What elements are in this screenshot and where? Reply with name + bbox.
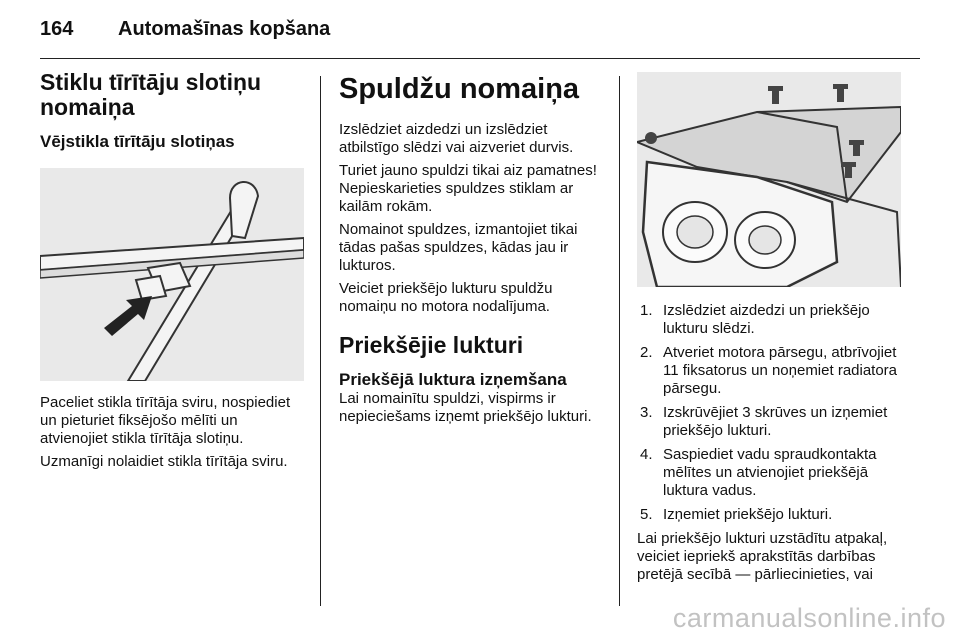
heading-line-2: nomaiņa — [40, 94, 135, 120]
column-2 — [339, 70, 604, 431]
column-1 — [40, 70, 305, 476]
page-title: Automašīnas kopšana — [118, 18, 331, 40]
column-3 — [637, 70, 905, 589]
step-item: 1. Izslēdziet aizdedzi un priekšējo lukturu slēdzi. — [640, 302, 870, 337]
watermark: carmanualsonline.info — [672, 603, 946, 633]
paragraph-same-bulbs: Nomainot spuldzes, izmantojiet tikai tādas pašas spuldzes, kādas jau ir lukturos. — [339, 221, 578, 274]
subheading-headlights: Priekšējie lukturi — [339, 332, 524, 358]
paragraph-lower-arm: Uzmanīgi nolaidiet stikla tīrītāja sviru. — [40, 453, 288, 470]
wiper-blade-illustration — [40, 168, 304, 381]
step-item: 5. Izņemiet priekšējo lukturi. — [640, 506, 833, 523]
paragraph-lift-arm: Paceliet stikla tīrītāja sviru, nospiediet un pieturiet fiksējošo mēlīti un atvienojiet stikla tīrītāja slotiņu. — [40, 394, 291, 447]
subheading-headlight-removal: Priekšējā luktura izņemšana — [339, 370, 567, 389]
headlight-illustration — [637, 72, 901, 287]
section-heading-bulbs: Spuldžu nomaiņa — [339, 73, 580, 105]
subheading-windscreen-wipers: Vējstikla tīrītāju slotiņas — [40, 132, 235, 151]
heading-line-1: Stiklu tīrītāju slotiņu — [40, 69, 262, 95]
step-item: 2. Atveriet motora pārsegu, atbrīvojiet 11 fiksatorus un noņemiet radiatora pārsegu. — [640, 344, 898, 397]
paragraph-hold-bulb: Turiet jauno spuldzi tikai aiz pamatnes! Nepieskarieties spuldzes stiklam ar kailām rokām. — [339, 162, 597, 215]
column-divider-2 — [619, 76, 620, 606]
paragraph-remove-headlight: Lai nomainītu spuldzi, vispirms ir nepieciešams izņemt priekšējo lukturi. — [339, 390, 592, 425]
header-divider — [40, 58, 920, 59]
paragraph-ignition-off: Izslēdziet aizdedzi un izslēdziet atbilstīgo slēdzi vai aizveriet durvis. — [339, 121, 574, 156]
section-heading-wiper — [40, 70, 305, 120]
paragraph-refit: Lai priekšējo lukturi uzstādītu atpakaļ, veiciet iepriekš aprakstītās darbības pretējā secībā — pārliecinieties, vai — [637, 530, 888, 583]
headlight-removal-steps — [637, 302, 905, 524]
page-header — [40, 18, 920, 48]
step-item: 4. Saspiediet vadu spraudkontakta mēlītes un atvienojiet priekšējā luktura vadus. — [640, 446, 877, 499]
paragraph-engine-compartment: Veiciet priekšējo lukturu spuldžu nomaiņu no motora nodalījuma. — [339, 280, 553, 315]
column-divider-1 — [320, 76, 321, 606]
page-number: 164 — [40, 18, 74, 40]
step-item: 3. Izskrūvējiet 3 skrūves un izņemiet priekšējo lukturi. — [640, 404, 888, 439]
